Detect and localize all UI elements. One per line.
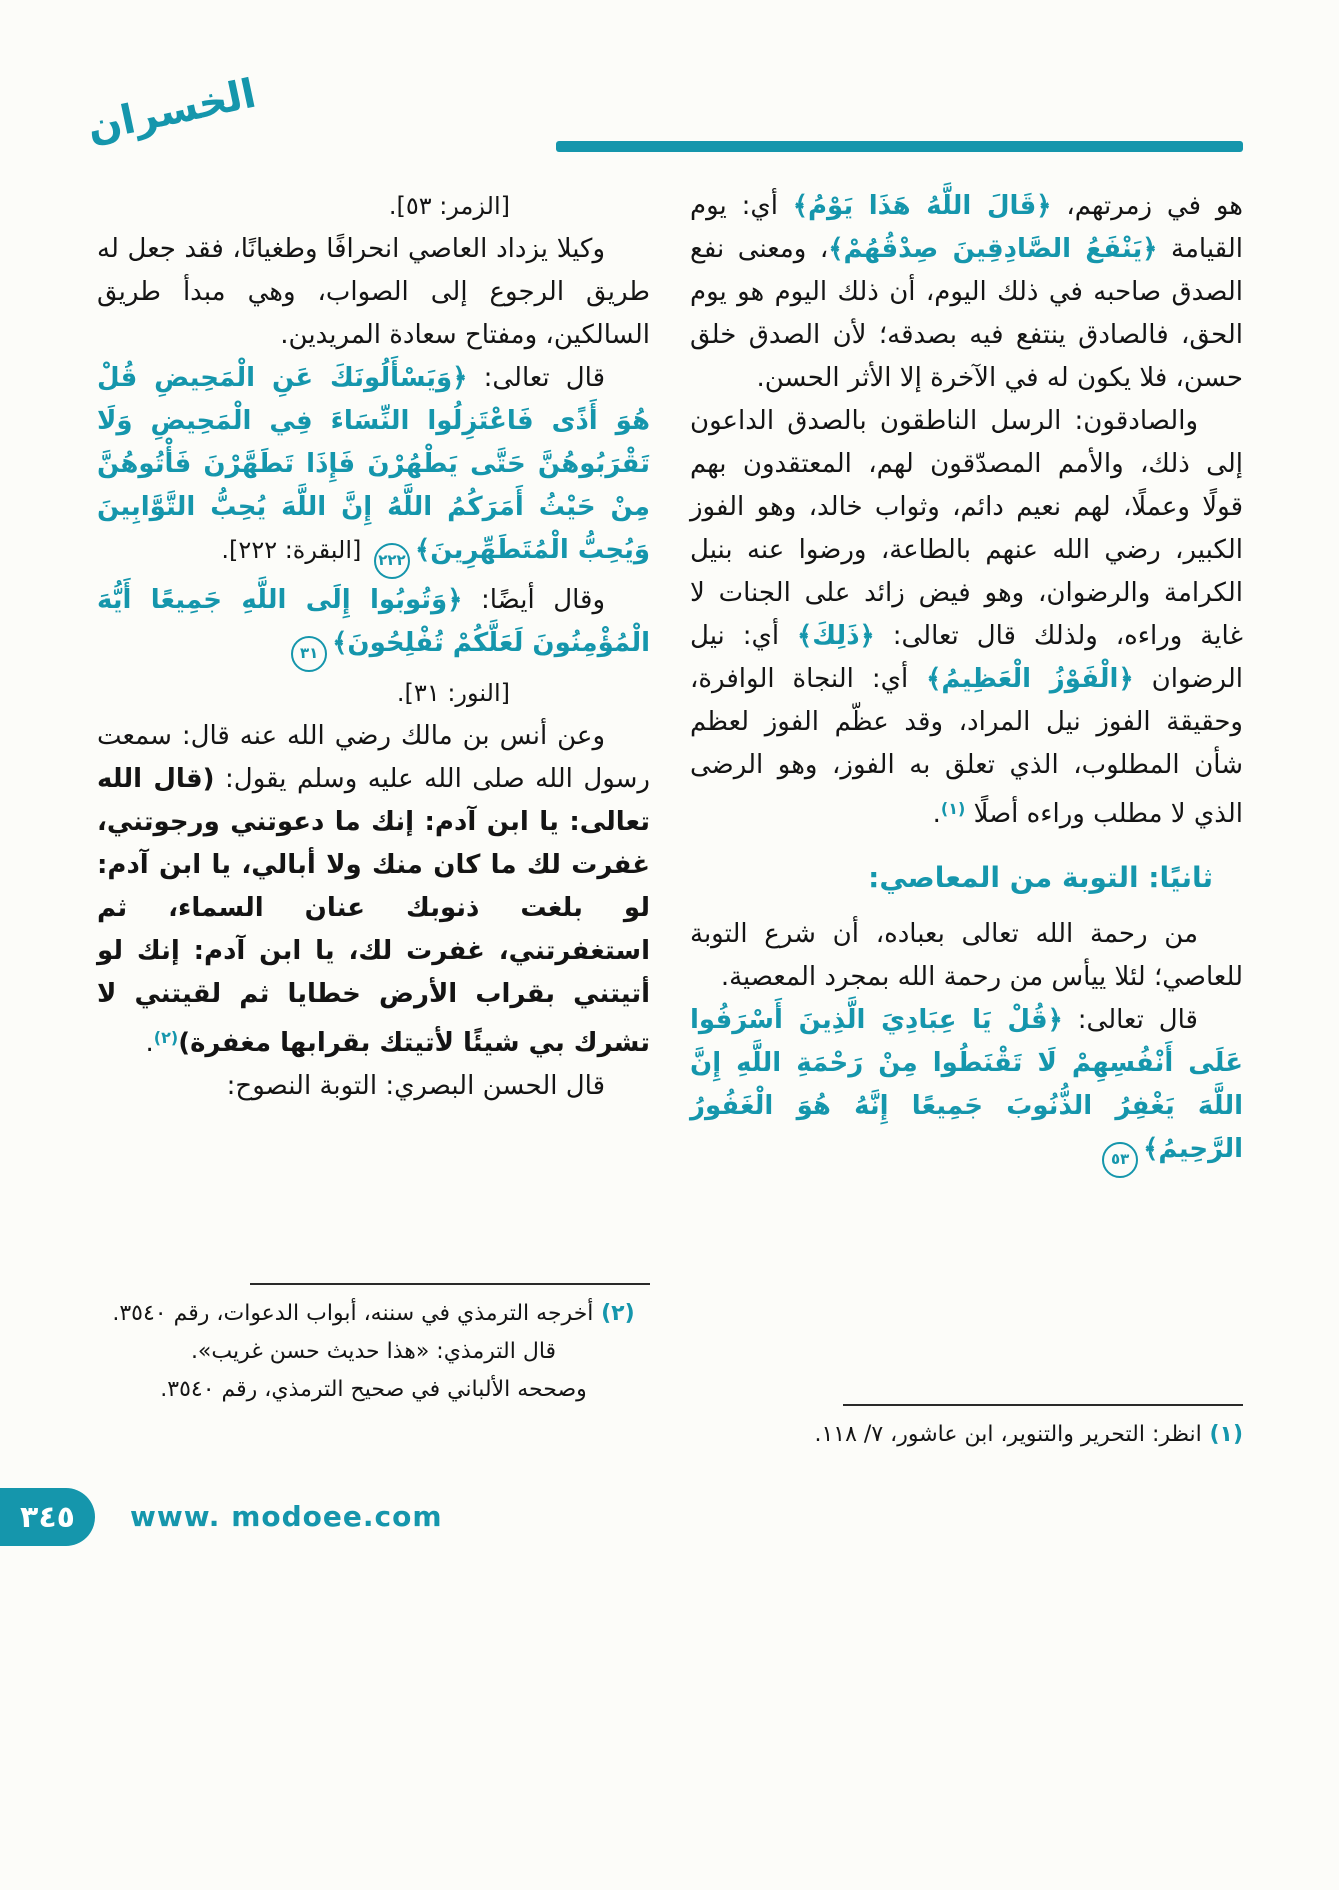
website-text: www. modoee.com (130, 1500, 443, 1533)
footnote-content (690, 1416, 1243, 1454)
verse-citation (97, 185, 650, 228)
body-text: أي: النجاة الوافرة، وحقيقة الفوز نيل المراد، وقد عظّم الفوز لعظم شأن المطلوب، الذي تعلق به الفوز، وهو الرضى الذي لا مطلب وراءه أصلًا (690, 664, 1243, 829)
footnote-marker: (١) (940, 799, 966, 818)
surah-reference: [النور: ٣١]. (396, 679, 510, 707)
footnote-separator-line (843, 1404, 1243, 1406)
body-text: قال تعالى: (1062, 1005, 1198, 1035)
footnote-number: (١) (1201, 1422, 1243, 1447)
text-paragraph (690, 999, 1243, 1178)
ayah-number-badge: ٢٢٢ (374, 543, 410, 579)
footnote-marker: (٢) (153, 1028, 179, 1047)
footnote-paragraph (690, 1416, 1243, 1454)
column-left (97, 185, 650, 1108)
footnote-text: انظر: التحرير والتنوير، ابن عاشور، ٧/ ١١٨. (814, 1422, 1202, 1447)
body-text: أي: يوم القيامة (690, 191, 1243, 264)
heading-text: ثانيًا: التوبة من المعاصي: (868, 861, 1213, 894)
header-divider-bar (556, 141, 1243, 152)
text-paragraph (97, 715, 650, 1065)
body-text: والصادقون: الرسل الناطقون بالصدق الداعون إلى ذلك، والأمم المصدّقون لهم، المعتقدون بهم قولًا وعملًا، لهم نعيم دائم، وثواب خالد، وهو الفوز الكبير، رضي الله عنهم بالطاعة، ورضوا عنه بنيل الكرامة والرضوان، وهو فيض زائد على الجنات لا غاية وراءه، ولذلك قال تعالى: (690, 406, 1243, 651)
footnote-paragraph (97, 1295, 650, 1333)
body-text: وعن أنس بن مالك رضي الله عنه قال: سمعت رسول الله صلى الله عليه وسلم يقول: (97, 721, 650, 794)
text-paragraph (690, 185, 1243, 400)
quran-verse: ﴿الْفَوْزُ الْعَظِيمُ﴾ (926, 664, 1134, 694)
text-paragraph (690, 913, 1243, 999)
quran-verse: ﴿ذَلِكَ﴾ (796, 621, 875, 651)
text-paragraph (690, 400, 1243, 836)
body-text: . (145, 1028, 154, 1058)
column-right (690, 185, 1243, 1178)
body-text: ، ومعنى نفع الصدق صاحبه في ذلك اليوم، أن ذلك اليوم هو يوم الحق، فالصادق ينتفع فيه بصدقه؛ لأن الصدق خلق حسن، فلا يكون له في الآخرة إلا الأثر الحسن. (690, 234, 1243, 393)
body-text: من رحمة الله تعالى بعباده، أن شرع التوبة للعاصي؛ لئلا ييأس من رحمة الله بمجرد المعصية. (690, 919, 1243, 992)
hadith-text: (قال الله تعالى: يا ابن آدم: إنك ما دعوتني ورجوتني، غفرت لك ما كان منك ولا أبالي، يا ابن آدم: لو بلغت ذنوبك عنان السماء، ثم استغفرتني، غفرت لك، يا ابن آدم: إنك لو أتيتني بقراب الأرض خطايا ثم لقيتني لا تشرك بي شيئًا لأتيتك بقرابها مغفرة) (97, 764, 650, 1058)
text-paragraph (97, 579, 650, 672)
quran-verse: ﴿وَيَسْأَلُونَكَ عَنِ الْمَحِيضِ قُلْ هُوَ أَذًى فَاعْتَزِلُوا النِّسَاءَ فِي الْمَحِيضِ وَلَا تَقْرَبُوهُنَّ حَتَّى يَطْهُرْنَ فَإِذَا تَطَهَّرْنَ فَأْتُوهُنَّ مِنْ حَيْثُ أَمَرَكُمُ اللَّهُ إِنَّ اللَّهَ يُحِبُّ التَّوَّابِينَ وَيُحِبُّ الْمُتَطَهِّرِينَ﴾ (97, 363, 650, 565)
body-text: وقال أيضًا: (462, 585, 605, 615)
footnote-content (97, 1295, 650, 1409)
surah-reference: [البقرة: ٢٢٢]. (221, 536, 369, 564)
ayah-number-badge: ٥٣ (1102, 1142, 1138, 1178)
text-paragraph (97, 357, 650, 579)
verse-citation (97, 672, 650, 715)
quran-verse: ﴿يَنْفَعُ الصَّادِقِينَ صِدْقُهُمْ﴾ (828, 234, 1158, 264)
footnote-paragraph (97, 1371, 650, 1409)
body-text: هو في زمرتهم، (1051, 191, 1243, 221)
quran-verse: ﴿وَتُوبُوا إِلَى اللَّهِ جَمِيعًا أَيُّهَ الْمُؤْمِنُونَ لَعَلَّكُمْ تُفْلِحُونَ﴾ (97, 585, 650, 658)
footnote-block-right (690, 1404, 1243, 1454)
text-paragraph (97, 228, 650, 357)
quran-verse: ﴿قُلْ يَا عِبَادِيَ الَّذِينَ أَسْرَفُوا عَلَى أَنْفُسِهِمْ لَا تَقْنَطُوا مِنْ رَحْمَةِ اللَّهِ إِنَّ اللَّهَ يَغْفِرُ الذُّنُوبَ جَمِيعًا إِنَّهُ هُوَ الْغَفُورُ الرَّحِيمُ﴾ (690, 1005, 1243, 1164)
section-heading (690, 856, 1213, 899)
page-number-badge: ٣٤٥ (0, 1488, 95, 1546)
footnote-number: (٢) (593, 1301, 635, 1326)
footnote-paragraph (97, 1333, 650, 1371)
footnote-separator-line (250, 1283, 650, 1285)
text-paragraph (97, 1065, 650, 1108)
quran-verse: ﴿قَالَ اللَّهُ هَذَا يَوْمُ﴾ (792, 191, 1052, 221)
book-title-calligraphy: الخسران (83, 70, 260, 152)
footnote-text: قال الترمذي: «هذا حديث حسن غريب». (190, 1339, 557, 1364)
body-text: وكيلا يزداد العاصي انحرافًا وطغيانًا، فقد جعل له طريق الرجوع إلى الصواب، وهي مبدأ طريق السالكين، ومفتاح سعادة المريدين. (97, 234, 650, 350)
body-text: قال تعالى: (467, 363, 606, 393)
body-text: . (932, 799, 941, 829)
surah-reference: [الزمر: ٥٣]. (388, 192, 510, 220)
footnote-block-left (97, 1283, 650, 1409)
ayah-number-badge: ٣١ (291, 636, 327, 672)
body-text: أي: نيل الرضوان (690, 621, 1243, 694)
footnote-text: أخرجه الترمذي في سننه، أبواب الدعوات، رقم ٣٥٤٠. (112, 1301, 594, 1326)
footnote-text: وصححه الألباني في صحيح الترمذي، رقم ٣٥٤٠. (160, 1377, 587, 1402)
body-text: قال الحسن البصري: التوبة النصوح: (226, 1071, 605, 1101)
